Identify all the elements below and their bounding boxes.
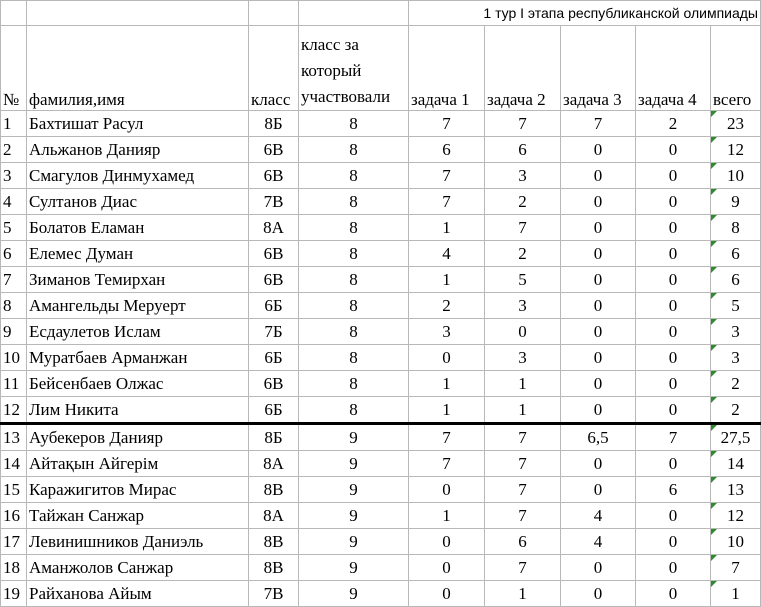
cell-total[interactable] <box>711 215 761 241</box>
table-row <box>1 424 761 451</box>
cell-total-value: 9 <box>731 191 740 211</box>
cell-total-value: 7 <box>731 557 740 577</box>
cell-no[interactable]: 8 <box>1 293 27 319</box>
cell-name[interactable]: Зиманов Темирхан <box>27 267 249 293</box>
cell-task-4[interactable]: 0 <box>636 137 711 163</box>
cell-task-4[interactable]: 6 <box>636 477 711 503</box>
cell-task-4[interactable]: 0 <box>636 397 711 424</box>
cell-class[interactable]: 8В <box>249 529 299 555</box>
cell-task-3[interactable]: 7 <box>561 111 636 137</box>
cell-task-1[interactable]: 7 <box>409 111 485 137</box>
cell-task-4[interactable]: 0 <box>636 293 711 319</box>
cell-name[interactable]: Болатов Еламан <box>27 215 249 241</box>
cell-class[interactable]: 7Б <box>249 319 299 345</box>
cell-task-2[interactable]: 2 <box>485 189 561 215</box>
cell-total[interactable] <box>711 111 761 137</box>
cell-name[interactable]: Левинишников Даниэль <box>27 529 249 555</box>
table-row <box>1 241 761 267</box>
table-row <box>1 137 761 163</box>
table-row <box>1 581 761 607</box>
cell-task-4[interactable]: 0 <box>636 163 711 189</box>
formula-marker-icon <box>711 371 717 377</box>
cell-no[interactable]: 2 <box>1 137 27 163</box>
cell-total[interactable] <box>711 477 761 503</box>
cell-no[interactable]: 19 <box>1 581 27 607</box>
cell-task-1[interactable]: 7 <box>409 451 485 477</box>
cell-task-1[interactable]: 4 <box>409 241 485 267</box>
cell-task-1[interactable]: 2 <box>409 293 485 319</box>
cell-class[interactable]: 8А <box>249 215 299 241</box>
cell-participated-class[interactable]: 9 <box>299 477 409 503</box>
cell-task-4[interactable]: 0 <box>636 345 711 371</box>
cell-total[interactable] <box>711 503 761 529</box>
cell-task-1[interactable]: 0 <box>409 529 485 555</box>
table-row <box>1 345 761 371</box>
cell-total[interactable] <box>711 267 761 293</box>
cell-total[interactable] <box>711 555 761 581</box>
formula-marker-icon <box>711 503 717 509</box>
cell-total-value: 14 <box>727 453 744 473</box>
cell-total-value: 3 <box>731 347 740 367</box>
cell-task-1[interactable]: 6 <box>409 137 485 163</box>
cell-total[interactable] <box>711 345 761 371</box>
cell-participated-class[interactable]: 8 <box>299 163 409 189</box>
olympiad-title[interactable]: 1 тур I этапа республиканской олимпиады <box>409 1 761 26</box>
formula-marker-icon <box>711 555 717 561</box>
cell-total-value: 5 <box>731 295 740 315</box>
cell-task-4[interactable]: 0 <box>636 555 711 581</box>
cell-total-value: 13 <box>727 479 744 499</box>
formula-marker-icon <box>711 451 717 457</box>
cell-total[interactable] <box>711 163 761 189</box>
header-participated-class[interactable]: класс за который участвовали <box>299 26 409 111</box>
header-task-2[interactable]: задача 2 <box>485 26 561 111</box>
cell-task-3[interactable]: 4 <box>561 529 636 555</box>
header-name[interactable]: фамилия,имя <box>27 26 249 111</box>
header-class[interactable]: класс <box>249 26 299 111</box>
header-row <box>1 26 761 111</box>
cell-total[interactable] <box>711 241 761 267</box>
cell-task-3[interactable]: 0 <box>561 397 636 424</box>
cell-task-1[interactable]: 0 <box>409 581 485 607</box>
cell-task-4[interactable]: 0 <box>636 581 711 607</box>
cell-task-3[interactable]: 0 <box>561 137 636 163</box>
cell-total[interactable] <box>711 397 761 424</box>
cell-task-2[interactable]: 3 <box>485 293 561 319</box>
cell-task-4[interactable]: 2 <box>636 111 711 137</box>
cell-task-1[interactable]: 1 <box>409 371 485 397</box>
formula-marker-icon <box>711 189 717 195</box>
cell-participated-class[interactable]: 8 <box>299 189 409 215</box>
cell-participated-class[interactable]: 9 <box>299 503 409 529</box>
table-row <box>1 503 761 529</box>
cell-name[interactable]: Султанов Диас <box>27 189 249 215</box>
cell-name[interactable]: Аманжолов Санжар <box>27 555 249 581</box>
cell-no[interactable]: 13 <box>1 424 27 451</box>
cell-task-3[interactable]: 0 <box>561 241 636 267</box>
cell-name[interactable]: Тайжан Санжар <box>27 503 249 529</box>
cell-total-value: 27,5 <box>720 427 751 447</box>
formula-marker-icon <box>711 397 717 403</box>
cell-name[interactable]: Амангельды Меруерт <box>27 293 249 319</box>
cell-participated-class[interactable]: 8 <box>299 137 409 163</box>
formula-marker-icon <box>711 241 717 247</box>
cell-name[interactable]: Есдаулетов Ислам <box>27 319 249 345</box>
cell-participated-class[interactable]: 8 <box>299 267 409 293</box>
cell-total-value: 6 <box>731 269 740 289</box>
table-row <box>1 293 761 319</box>
table-row <box>1 215 761 241</box>
cell-name[interactable]: Смагулов Динмухамед <box>27 163 249 189</box>
table-row <box>1 477 761 503</box>
cell-task-4[interactable]: 0 <box>636 451 711 477</box>
cell-no[interactable]: 12 <box>1 397 27 424</box>
cell-total-value: 8 <box>731 217 740 237</box>
cell-task-4[interactable]: 0 <box>636 371 711 397</box>
formula-marker-icon <box>711 529 717 535</box>
cell-task-3[interactable]: 0 <box>561 215 636 241</box>
cell-name[interactable]: Елемес Думан <box>27 241 249 267</box>
cell-name[interactable]: Альжанов Данияр <box>27 137 249 163</box>
cell-class[interactable]: 8В <box>249 477 299 503</box>
cell-total[interactable] <box>711 424 761 451</box>
cell-total-value: 12 <box>727 505 744 525</box>
cell-task-3[interactable]: 0 <box>561 319 636 345</box>
cell-total[interactable] <box>711 371 761 397</box>
cell-participated-class[interactable]: 9 <box>299 581 409 607</box>
cell-total-value: 10 <box>727 531 744 551</box>
cell-no[interactable]: 4 <box>1 189 27 215</box>
cell-name[interactable]: Аубекеров Данияр <box>27 424 249 451</box>
cell-task-4[interactable]: 0 <box>636 189 711 215</box>
formula-marker-icon <box>711 581 717 587</box>
cell-task-2[interactable]: 5 <box>485 267 561 293</box>
cell-task-2[interactable]: 6 <box>485 529 561 555</box>
cell-task-2[interactable]: 7 <box>485 424 561 451</box>
cell-class[interactable]: 6Б <box>249 293 299 319</box>
cell-total-value: 1 <box>731 583 740 603</box>
cell-name[interactable]: Муратбаев Арманжан <box>27 345 249 371</box>
cell-name[interactable]: Райханова Айым <box>27 581 249 607</box>
cell-no[interactable]: 7 <box>1 267 27 293</box>
cell-task-3[interactable]: 0 <box>561 477 636 503</box>
header-task-4[interactable]: задача 4 <box>636 26 711 111</box>
cell-total[interactable] <box>711 293 761 319</box>
cell-no[interactable]: 17 <box>1 529 27 555</box>
formula-marker-icon <box>711 425 717 431</box>
cell-class[interactable]: 8А <box>249 451 299 477</box>
table-row <box>1 319 761 345</box>
cell-task-1[interactable]: 0 <box>409 555 485 581</box>
cell-task-2[interactable]: 7 <box>485 555 561 581</box>
cell-no[interactable]: 5 <box>1 215 27 241</box>
cell-task-3[interactable]: 0 <box>561 293 636 319</box>
cell-no[interactable]: 11 <box>1 371 27 397</box>
formula-marker-icon <box>711 267 717 273</box>
cell-total[interactable] <box>711 137 761 163</box>
cell-name[interactable]: Лим Никита <box>27 397 249 424</box>
formula-marker-icon <box>711 319 717 325</box>
cell-task-1[interactable]: 3 <box>409 319 485 345</box>
cell-task-4[interactable]: 0 <box>636 529 711 555</box>
cell-participated-class[interactable]: 9 <box>299 555 409 581</box>
header-total[interactable]: всего <box>711 26 761 111</box>
cell-class[interactable]: 8В <box>249 555 299 581</box>
formula-marker-icon <box>711 293 717 299</box>
formula-marker-icon <box>711 137 717 143</box>
cell-task-4[interactable]: 0 <box>636 241 711 267</box>
formula-marker-icon <box>711 111 717 117</box>
cell-task-2[interactable]: 7 <box>485 111 561 137</box>
formula-marker-icon <box>711 477 717 483</box>
cell-class[interactable]: 7В <box>249 581 299 607</box>
cell-no[interactable]: 3 <box>1 163 27 189</box>
cell-task-1[interactable]: 0 <box>409 477 485 503</box>
cell-task-2[interactable]: 1 <box>485 371 561 397</box>
table-row <box>1 451 761 477</box>
cell-task-4[interactable]: 0 <box>636 503 711 529</box>
table-row <box>1 189 761 215</box>
cell-task-1[interactable]: 1 <box>409 267 485 293</box>
cell-name[interactable]: Бейсенбаев Олжас <box>27 371 249 397</box>
cell-task-3[interactable]: 0 <box>561 371 636 397</box>
cell-class[interactable]: 6В <box>249 163 299 189</box>
cell-task-3[interactable]: 0 <box>561 581 636 607</box>
cell-task-2[interactable]: 2 <box>485 241 561 267</box>
cell-task-2[interactable]: 7 <box>485 451 561 477</box>
cell-participated-class[interactable]: 8 <box>299 397 409 424</box>
header-task-1[interactable]: задача 1 <box>409 26 485 111</box>
cell-task-1[interactable]: 7 <box>409 424 485 451</box>
cell-total-value: 10 <box>727 165 744 185</box>
cell-task-4[interactable]: 0 <box>636 267 711 293</box>
cell-total[interactable] <box>711 451 761 477</box>
cell-no[interactable]: 18 <box>1 555 27 581</box>
cell-class[interactable]: 8А <box>249 503 299 529</box>
cell-class[interactable]: 6В <box>249 371 299 397</box>
table-row <box>1 397 761 424</box>
cell-task-2[interactable]: 0 <box>485 319 561 345</box>
cell-class[interactable]: 6В <box>249 267 299 293</box>
cell-no[interactable]: 1 <box>1 111 27 137</box>
cell-no[interactable]: 6 <box>1 241 27 267</box>
table-row <box>1 371 761 397</box>
cell-participated-class[interactable]: 8 <box>299 293 409 319</box>
cell-participated-class[interactable]: 9 <box>299 529 409 555</box>
cell-participated-class[interactable]: 8 <box>299 345 409 371</box>
cell-task-2[interactable]: 6 <box>485 137 561 163</box>
cell-task-3[interactable]: 4 <box>561 503 636 529</box>
cell-task-1[interactable]: 7 <box>409 189 485 215</box>
cell-name[interactable]: Каражигитов Мирас <box>27 477 249 503</box>
cell-no[interactable]: 10 <box>1 345 27 371</box>
cell-participated-class[interactable]: 8 <box>299 241 409 267</box>
cell-task-1[interactable]: 7 <box>409 163 485 189</box>
cell-task-3[interactable]: 0 <box>561 189 636 215</box>
cell-total[interactable] <box>711 319 761 345</box>
cell-task-3[interactable]: 0 <box>561 555 636 581</box>
cell-task-3[interactable]: 0 <box>561 345 636 371</box>
cell-task-3[interactable]: 0 <box>561 267 636 293</box>
cell-total-value: 3 <box>731 321 740 341</box>
header-task-3[interactable]: задача 3 <box>561 26 636 111</box>
cell-task-2[interactable]: 3 <box>485 345 561 371</box>
table-row <box>1 267 761 293</box>
cell-no[interactable]: 14 <box>1 451 27 477</box>
cell-participated-class[interactable]: 9 <box>299 424 409 451</box>
cell-task-3[interactable]: 6,5 <box>561 424 636 451</box>
cell-task-1[interactable]: 1 <box>409 503 485 529</box>
cell-task-2[interactable]: 1 <box>485 581 561 607</box>
cell-no[interactable]: 15 <box>1 477 27 503</box>
cell-task-2[interactable]: 1 <box>485 397 561 424</box>
cell-participated-class[interactable]: 8 <box>299 215 409 241</box>
cell-name[interactable]: Бахтишат Расул <box>27 111 249 137</box>
cell-task-1[interactable]: 0 <box>409 345 485 371</box>
cell-total[interactable] <box>711 529 761 555</box>
cell-total-value: 2 <box>731 373 740 393</box>
table-row <box>1 555 761 581</box>
cell-task-2[interactable]: 7 <box>485 477 561 503</box>
cell-total-value: 6 <box>731 243 740 263</box>
formula-marker-icon <box>711 345 717 351</box>
cell-task-1[interactable]: 1 <box>409 215 485 241</box>
cell-task-2[interactable]: 3 <box>485 163 561 189</box>
cell-class[interactable]: 6Б <box>249 397 299 424</box>
cell-task-2[interactable]: 7 <box>485 503 561 529</box>
cell-total[interactable] <box>711 581 761 607</box>
cell-task-3[interactable]: 0 <box>561 451 636 477</box>
table-row <box>1 111 761 137</box>
cell-task-1[interactable]: 1 <box>409 397 485 424</box>
table-row <box>1 163 761 189</box>
cell-total-value: 23 <box>727 113 744 133</box>
cell-name[interactable]: Айтақын Айгерім <box>27 451 249 477</box>
table-row <box>1 529 761 555</box>
cell-participated-class[interactable]: 8 <box>299 319 409 345</box>
cell-class[interactable]: 6В <box>249 241 299 267</box>
header-no[interactable]: № <box>1 26 27 111</box>
cell-task-4[interactable]: 7 <box>636 424 711 451</box>
cell-class[interactable]: 8Б <box>249 424 299 451</box>
cell-total-value: 12 <box>727 139 744 159</box>
cell-task-2[interactable]: 7 <box>485 215 561 241</box>
cell-class[interactable]: 6В <box>249 137 299 163</box>
cell-participated-class[interactable]: 8 <box>299 111 409 137</box>
cell-class[interactable]: 7В <box>249 189 299 215</box>
cell-task-4[interactable]: 0 <box>636 215 711 241</box>
cell-class[interactable]: 8Б <box>249 111 299 137</box>
cell-task-4[interactable]: 0 <box>636 319 711 345</box>
cell-total-value: 2 <box>731 399 740 419</box>
formula-marker-icon <box>711 215 717 221</box>
cell-no[interactable]: 9 <box>1 319 27 345</box>
cell-participated-class[interactable]: 8 <box>299 371 409 397</box>
cell-task-3[interactable]: 0 <box>561 163 636 189</box>
formula-marker-icon <box>711 163 717 169</box>
cell-total[interactable] <box>711 189 761 215</box>
cell-no[interactable]: 16 <box>1 503 27 529</box>
cell-participated-class[interactable]: 9 <box>299 451 409 477</box>
banner-row <box>1 1 761 26</box>
cell-class[interactable]: 6Б <box>249 345 299 371</box>
